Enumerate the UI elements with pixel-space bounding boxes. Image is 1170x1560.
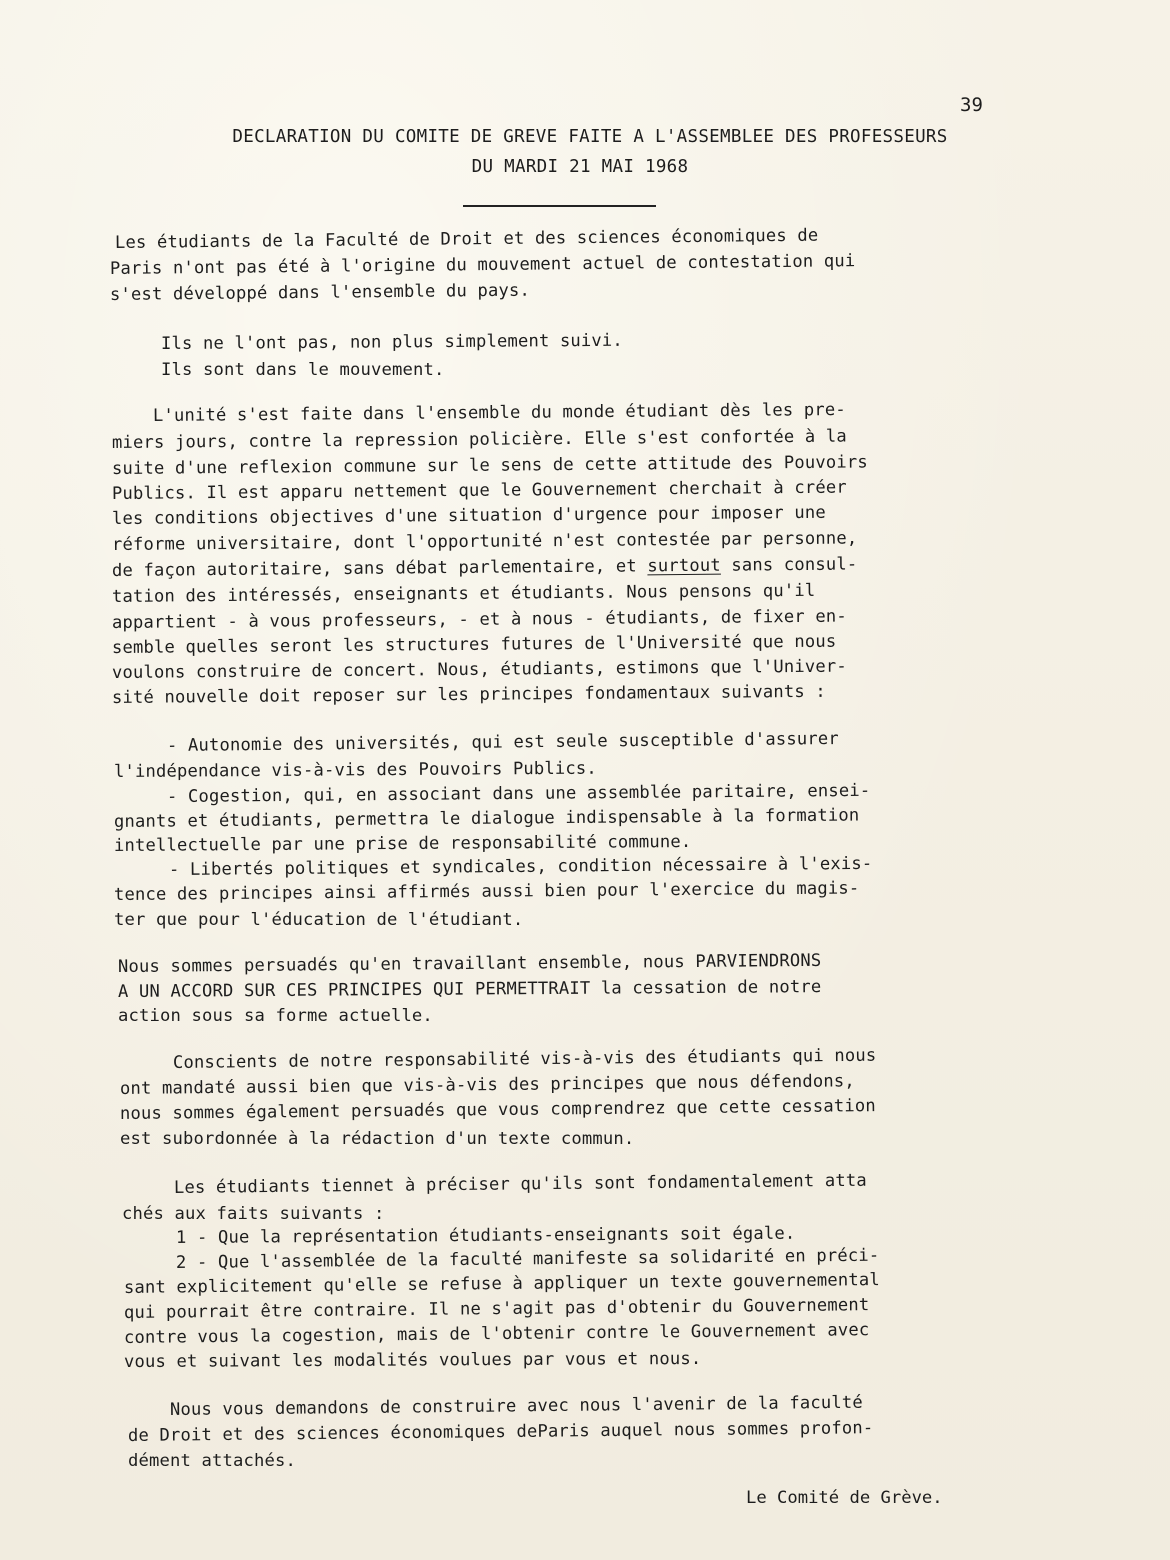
page-number: 39 bbox=[960, 94, 983, 116]
title-rule bbox=[463, 205, 656, 207]
p3-line-4: Publics. Il est apparu nettement que le Gouvernement cherchait à créer bbox=[111, 477, 847, 504]
p3-line-7 bbox=[112, 554, 858, 581]
p7-item-2-line-3: qui pourrait être contraire. Il ne s'agit pas d'obtenir du Gouvernement bbox=[123, 1295, 870, 1323]
p7-item-2-line-4: contre vous la cogestion, mais de l'obtenir contre le Gouvernement avec bbox=[123, 1320, 870, 1348]
p7-item-2-line-1: 2 - Que l'assemblée de la faculté manifeste sa solidarité en préci- bbox=[175, 1245, 880, 1273]
p7-item-2-line-2: sant explicitement qu'elle se refuse à appliquer un texte gouvernemental bbox=[123, 1270, 880, 1298]
p3-line-9: appartient - à vous professeurs, - et à nous - étudiants, de fixer en- bbox=[111, 606, 847, 633]
p1-line-1: Les étudiants de la Faculté de Droit et des sciences économiques de bbox=[114, 225, 819, 253]
p4-line-2: l'indépendance vis-à-vis des Pouvoirs Publics. bbox=[113, 758, 597, 782]
p5-line-3: action sous sa forme actuelle. bbox=[118, 1006, 433, 1026]
p7-line-2: chés aux faits suivants : bbox=[122, 1204, 385, 1224]
p7-line-1: Les étudiants tiennet à préciser qu'ils sont fondamentalement atta bbox=[173, 1170, 867, 1198]
p5-line-1: Nous sommes persuadés qu'en travaillant ensemble, nous PARVIENDRONS bbox=[117, 950, 822, 977]
underlined-word: surtout bbox=[647, 555, 721, 577]
p6-line-1: Conscients de notre responsabilité vis-à-vis des étudiants qui nous bbox=[172, 1045, 877, 1073]
p3-line-1: L'unité s'est faite dans l'ensemble du monde étudiant dès les pre- bbox=[152, 399, 846, 426]
p4-line-4: gnants et étudiants, permettra le dialogue indispensable à la formation bbox=[113, 805, 860, 832]
p4-line-3: - Cogestion, qui, en associant dans une assemblée paritaire, ensei- bbox=[166, 780, 871, 807]
p7-item-2-line-5: vous et suivant les modalités voulues par vous et nous. bbox=[123, 1348, 702, 1372]
p4-line-8: ter que pour l'éducation de l'étudiant. bbox=[114, 910, 524, 930]
p5-line-2: A UN ACCORD SUR CES PRINCIPES QUI PERMETTRAIT la cessation de notre bbox=[117, 977, 822, 1002]
p4-line-7: tence des principes ainsi affirmés aussi bien pour l'exercice du magis- bbox=[113, 878, 860, 905]
p4-line-5: intellectuelle par une prise de responsabilité commune. bbox=[113, 831, 692, 856]
p1-line-2: Paris n'ont pas été à l'origine du mouvement actuel de contestation qui bbox=[109, 251, 856, 279]
p6-line-3: nous sommes également persuadés que vous comprendrez que cette cessation bbox=[119, 1096, 876, 1124]
p8-line-1: Nous vous demandons de construire avec nous l'avenir de la faculté bbox=[169, 1392, 863, 1420]
p3-line-5: les conditions objectives d'une situation d'urgence pour imposer une bbox=[111, 502, 826, 529]
p4-line-1: - Autonomie des universités, qui est seule susceptible d'assurer bbox=[166, 728, 839, 756]
p8-line-2: de Droit et des sciences économiques deParis auquel nous sommes profon- bbox=[127, 1418, 874, 1446]
p4-line-6: - Libertés politiques et syndicales, condition nécessaire à l'exis- bbox=[168, 853, 873, 880]
p2-line-1: Ils ne l'ont pas, non plus simplement suivi. bbox=[160, 330, 623, 354]
p3-line-6: réforme universitaire, dont l'opportunité n'est contestée par personne, bbox=[111, 528, 858, 555]
p8-line-3: dément attachés. bbox=[128, 1451, 296, 1471]
p3-line-7-end: sans consul- bbox=[720, 554, 858, 576]
p2-line-2: Ils sont dans le mouvement. bbox=[161, 360, 445, 380]
p3-line-10: semble quelles seront les structures futures de l'Université que nous bbox=[111, 631, 837, 658]
p3-line-8: tation des intéressés, enseignants et étudiants. Nous pensons qu'il bbox=[111, 580, 816, 607]
p6-line-4: est subordonnée à la rédaction d'un texte commun. bbox=[120, 1129, 635, 1149]
signature: Le Comité de Grève. bbox=[746, 1488, 943, 1508]
title-line-2: DU MARDI 21 MAI 1968 bbox=[471, 157, 689, 177]
p3-line-7-start: de façon autoritaire, sans débat parlementaire, et bbox=[111, 556, 648, 581]
p3-line-2: miers jours, contre la repression policière. Elle s'est confortée à la bbox=[111, 426, 847, 453]
title-line-1: DECLARATION DU COMITE DE GREVE FAITE A L'ASSEMBLEE DES PROFESSEURS bbox=[232, 127, 948, 147]
p3-line-12: sité nouvelle doit reposer sur les principes fondamentaux suivants : bbox=[111, 681, 826, 708]
p3-line-11: voulons construire de concert. Nous, étudiants, estimons que l'Univer- bbox=[111, 656, 847, 683]
p1-line-3: s'est développé dans l'ensemble du pays. bbox=[109, 280, 531, 305]
p6-line-2: ont mandaté aussi bien que vis-à-vis des principes que nous défendons, bbox=[119, 1071, 855, 1099]
p3-line-3: suite d'une reflexion commune sur le sens de cette attitude des Pouvoirs bbox=[111, 452, 868, 479]
p7-item-1: 1 - Que la représentation étudiants-enseignants soit égale. bbox=[175, 1223, 796, 1248]
